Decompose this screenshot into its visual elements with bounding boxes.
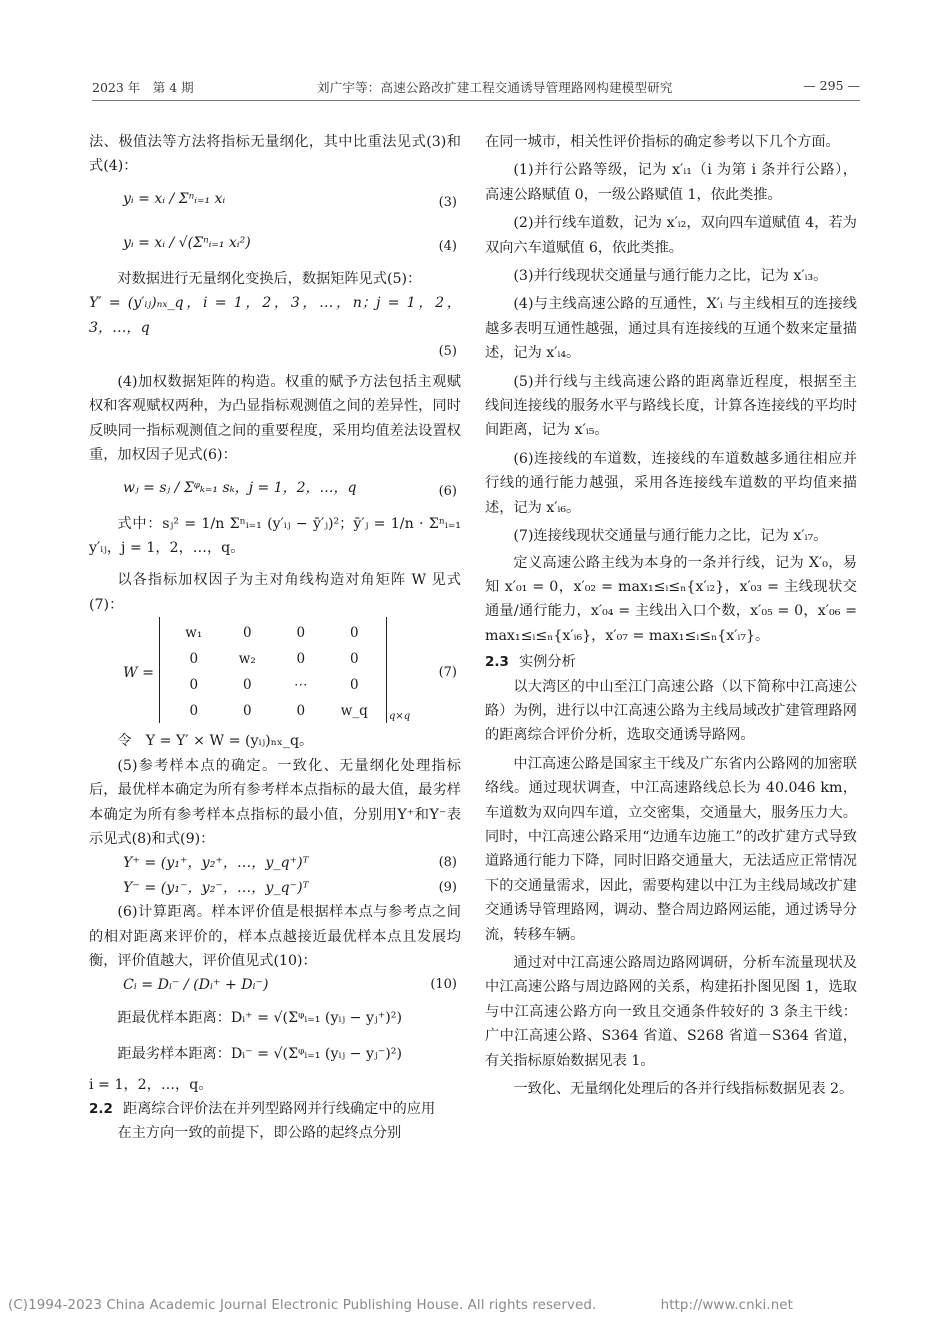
paragraph: 在主方向一致的前提下，即公路的起终点分别 — [117, 1125, 402, 1142]
equation-number: (5) — [438, 344, 457, 360]
equation-8 — [89, 851, 461, 875]
matrix-cell: 0 — [349, 625, 359, 642]
copyright-text: (C)1994-2023 China Academic Journal Electronic Publishing House. All rights reserved. — [8, 1298, 597, 1313]
section-title: 距离综合评价法在并列型路网并行线确定中的应用 — [123, 1100, 436, 1117]
equation-9 — [89, 876, 461, 900]
paragraph: 以大湾区的中山至江门高速公路（以下简称中江高速公路）为例，进行以中江高速公路为主线局域改扩建管理路网的距离综合评价分析，选取交通诱导路网。 — [485, 678, 857, 744]
equation-5: Y′ = (y′ᵢⱼ)ₙₓ_q，i = 1，2，3，…，n；j = 1，2，3，…，q — [89, 295, 461, 336]
paragraph: (4)加权数据矩阵的构造。权重的赋予方法包括主观赋权和客观赋权两种，为凸显指标观测值之间的差异性，同时反映同一指标观测值之间的重要程度，采用均值差法设置权重，加权因子见式(6)： — [89, 374, 461, 464]
equation-number: (8) — [438, 855, 457, 871]
paragraph: 一致化、无量纲化处理后的各并行线指标数据见表 2。 — [513, 1081, 854, 1098]
journal-issue: 2023 年 第 4 期 — [92, 80, 194, 95]
matrix-cell: w₁ — [185, 625, 203, 642]
left-column — [89, 130, 461, 1146]
equation-body: wⱼ = sⱼ / Σᵠₖ₌₁ sₖ，j = 1，2，…，q — [123, 479, 357, 496]
equation-number: (10) — [430, 977, 457, 993]
equation-body: yᵢ = xᵢ / Σⁿᵢ₌₁ xᵢ — [123, 190, 226, 207]
article-running-title: 刘广宇等：高速公路改扩建工程交通诱导管理路网构建模型研究 — [317, 80, 673, 95]
equation-body: Y⁺ = (y₁⁺，y₂⁺，…，y_q⁺)ᵀ — [123, 855, 309, 872]
matrix-cell: 0 — [349, 651, 359, 668]
matrix-cell: 0 — [189, 703, 199, 720]
paragraph: 中江高速公路是国家主干线及广东省内公路网的加密联络线。通过现状调查，中江高速路线总长为 40.046 km，车道数为双向四车道，立交密集，交通量大，服务压力大。同时，中江高速公路采用“边通车边施工”的改扩建方式导致道路通行能力下降，同时旧路交通量大，无法适应正常情况下的交通量需求，因此，需要构建以中江为主线局域改扩建交通诱导管理路网，调动、整合周边路网运能，通过诱导分流，转移车辆。 — [485, 755, 857, 943]
equation-number: (4) — [438, 238, 457, 254]
equation-body: Cᵢ = Dᵢ⁻ / (Dᵢ⁺ + Dᵢ⁻) — [123, 977, 269, 994]
running-header — [92, 78, 860, 100]
equation-number: (3) — [438, 194, 457, 210]
equation-3 — [89, 179, 461, 223]
paragraph: (5)并行线与主线高速公路的距离靠近程度，根据至主线间连接线的服务水平与路线长度，计算各连接线的平均时间距离，记为 x′ᵢ₅。 — [485, 373, 857, 439]
matrix-cell: 0 — [296, 703, 306, 720]
matrix-cell: 0 — [189, 651, 199, 668]
paragraph: (6)连接线的车道数，连接线的车道数越多通往相应并行线的通行能力越强，采用各连接线车道数的平均值来描述，记为 x′ᵢ₆。 — [485, 450, 857, 516]
paragraph: 对数据进行无量纲化变换后，数据矩阵见式(5)： — [117, 270, 422, 287]
section-title: 实例分析 — [519, 654, 576, 671]
page-number: — 295 — — [803, 78, 860, 93]
equation-number: (6) — [438, 483, 457, 499]
matrix-label: W = — [123, 665, 154, 682]
paragraph: 法、极值法等方法将指标无量纲化，其中比重法见式(3)和式(4)： — [89, 134, 461, 175]
paragraph: (2)并行线车道数，记为 x′ᵢ₂，双向四车道赋值 4，若为双向六车道赋值 6，依此类推。 — [485, 215, 857, 256]
header-divider — [92, 100, 860, 101]
matrix-cell: w_q — [340, 703, 368, 720]
matrix-subscript: q×q — [389, 711, 411, 723]
equation-10 — [89, 973, 461, 997]
equation-body: Y⁻ = (y₁⁻，y₂⁻，…，y_q⁻)ᵀ — [123, 879, 309, 896]
paragraph: (1)并行公路等级，记为 x′ᵢ₁（i 为第 i 条并行公路），高速公路赋值 0，一级公路赋值 1，依此类推。 — [485, 162, 857, 203]
equation-number: (7) — [438, 665, 457, 681]
paragraph: 定义高速公路主线为本身的一条并行线，记为 X′₀，易知 x′₀₁ = 0，x′₀₂ = max₁≤ᵢ≤ₙ{x′ᵢ₂}，x′₀₃ = 主线现状交通量/通行能力，x′₀₄ = 主线出入口个数，x′₀₅ = 0，x′₀₆ = max₁≤ᵢ≤ₙ{x′ᵢ₆}，x′₀₇ = max₁≤ᵢ≤ₙ{x′ᵢ₇}。 — [485, 554, 857, 644]
equation-body: yᵢ = xᵢ / √(Σⁿᵢ₌₁ xᵢ²) — [123, 234, 251, 251]
matrix-cell: 0 — [242, 625, 252, 642]
equation-4 — [89, 223, 461, 267]
paragraph: 在同一城市，相关性评价指标的确定参考以下几个方面。 — [485, 134, 840, 150]
equation-number: (9) — [438, 879, 457, 895]
matrix-grid — [167, 621, 381, 723]
paragraph: i = 1，2，…，q。 — [89, 1076, 213, 1093]
paragraph: (3)并行线现状交通量与通行能力之比，记为 x′ᵢ₃。 — [513, 268, 828, 285]
matrix-cell: 0 — [296, 651, 306, 668]
best-distance-formula: 距最优样本距离：Dᵢ⁺ = √(Σᵠᵢ₌₁ (yᵢⱼ − yⱼ⁺)²) — [117, 1009, 402, 1026]
paragraph: 通过对中江高速公路周边路网调研，分析车流量现状及中江高速公路与周边路网的关系，构建拓扑图见图 1，选取与中江高速公路方向一致且交通条件较好的 3 条主干线：广中江高速公路、S364 省道、S268 省道－S364 省道，有关指标原始数据见表 1。 — [485, 955, 857, 1069]
matrix-cell: 0 — [242, 677, 252, 694]
matrix-cell: 0 — [296, 625, 306, 642]
paragraph: 令 Y = Y′ × W = (yᵢⱼ)ₙₓ_q。 — [117, 733, 314, 750]
right-column — [485, 130, 857, 1101]
section-number: 2.2 — [89, 1100, 113, 1117]
paragraph: (4)与主线高速公路的互通性，X′ᵢ 与主线相互的连接线越多表明互通性越强，通过具有连接线的互通个数来定量描述，记为 x′ᵢ₄。 — [485, 296, 857, 362]
paragraph: 式中：sⱼ² = 1/n Σⁿᵢ₌₁ (y′ᵢⱼ − ȳ′ⱼ)²；ȳ′ⱼ = 1/n · Σⁿᵢ₌₁ y′ᵢⱼ，j = 1，2，…，q。 — [89, 515, 461, 557]
section-2-3-heading — [485, 650, 857, 674]
worst-distance-formula: 距最劣样本距离：Dᵢ⁻ = √(Σᵠᵢ₌₁ (yᵢⱼ − yⱼ⁻)²) — [117, 1046, 402, 1063]
matrix-cell: 0 — [349, 677, 359, 694]
paragraph: (6)计算距离。样本评价值是根据样本点与参考点之间的相对距离来评价的，样本点越接近最优样本点且发展均衡，评价值越大，评价值见式(10)： — [89, 904, 461, 969]
matrix-cell: 0 — [242, 703, 252, 720]
paragraph: 以各指标加权因子为主对角线构造对角矩阵 W 见式(7)： — [89, 572, 461, 613]
paragraph: (7)连接线现状交通量与通行能力之比，记为 x′ᵢ₇。 — [513, 528, 828, 545]
section-2-2-heading — [89, 1097, 461, 1121]
matrix-cell: w₂ — [238, 651, 256, 668]
equation-6 — [89, 468, 461, 512]
footer-url[interactable]: http://www.cnki.net — [660, 1298, 793, 1313]
section-number: 2.3 — [485, 654, 509, 671]
matrix-cell: 0 — [189, 677, 199, 694]
matrix-equation-7 — [89, 617, 461, 729]
matrix-cell: ⋯ — [294, 677, 308, 694]
paragraph: (5)参考样本点的确定。一致化、无量纲化处理指标后，最优样本确定为所有参考样本点指标的最大值，最劣样本确定为所有参考样本点指标的最小值，分别用Y⁺和Y⁻表示见式(8)和式(9)： — [89, 757, 461, 847]
equation-5-number-line — [89, 340, 461, 364]
